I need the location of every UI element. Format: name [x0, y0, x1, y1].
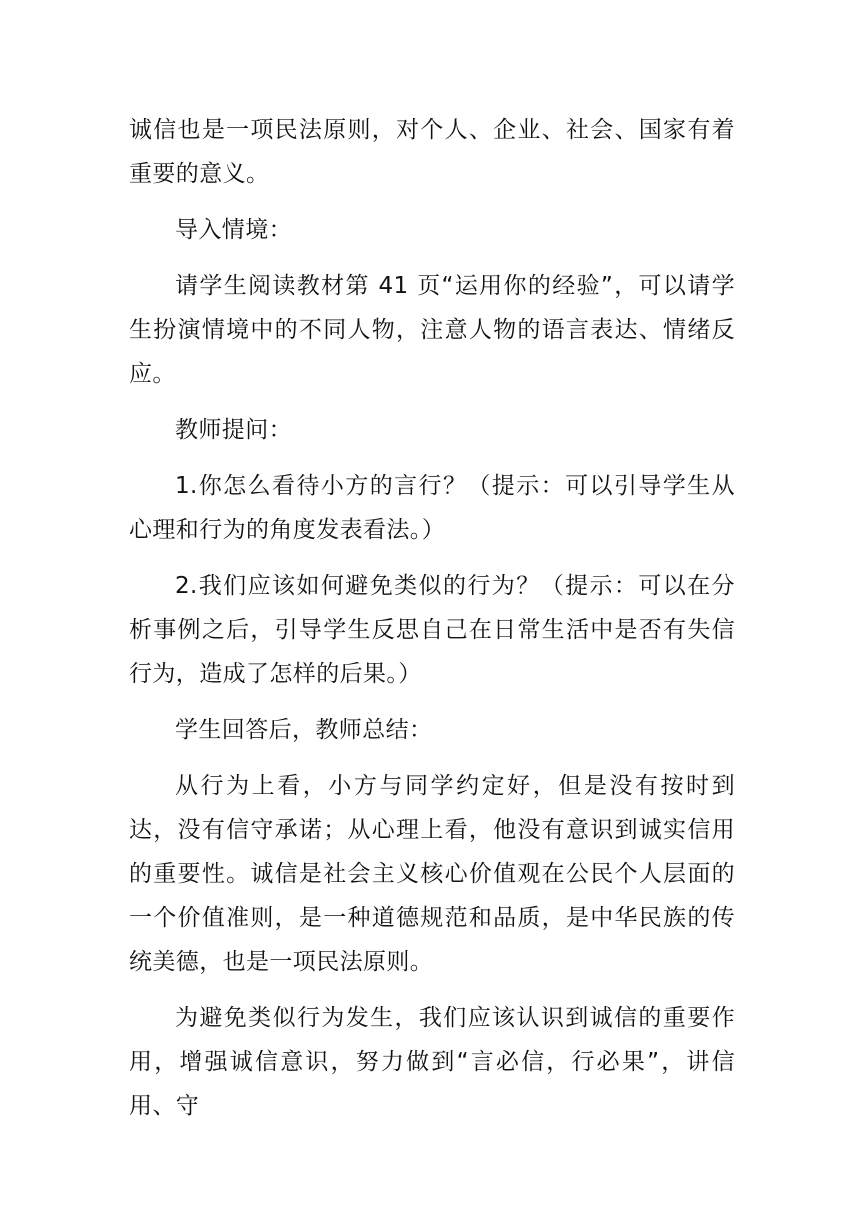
paragraph-conclusion: 为避免类似行为发生，我们应该认识到诚信的重要作用，增强诚信意识，努力做到“言必信，行必果”，讲信用、守	[129, 1005, 735, 1119]
document-body	[129, 108, 735, 1140]
paragraph-reading-task: 请学生阅读教材第 41 页“运用你的经验”，可以请学生扮演情境中的不同人物，注意人物的语言表达、情绪反应。	[129, 273, 735, 387]
paragraph-question-1: 1.你怎么看待小方的言行？（提示：可以引导学生从心理和行为的角度发表看法。）	[129, 473, 735, 543]
paragraph-heading-summary: 学生回答后，教师总结：	[175, 717, 433, 743]
paragraph-heading-intro: 导入情境：	[175, 217, 292, 243]
paragraph-summary: 从行为上看，小方与同学约定好，但是没有按时到达，没有信守承诺；从心理上看，他没有意识到诚实信用的重要性。诚信是社会主义核心价值观在公民个人层面的一个价值准则，是一种道德规范和品质，是中华民族的传统美德，也是一项民法原则。	[129, 773, 735, 975]
paragraph-heading-questions: 教师提问：	[175, 417, 292, 443]
paragraph-question-2: 2.我们应该如何避免类似的行为？（提示：可以在分析事例之后，引导学生反思自己在日常生活中是否有失信行为，造成了怎样的后果。）	[129, 573, 735, 687]
paragraph-continuation: 诚信也是一项民法原则，对个人、企业、社会、国家有着重要的意义。	[129, 117, 735, 187]
